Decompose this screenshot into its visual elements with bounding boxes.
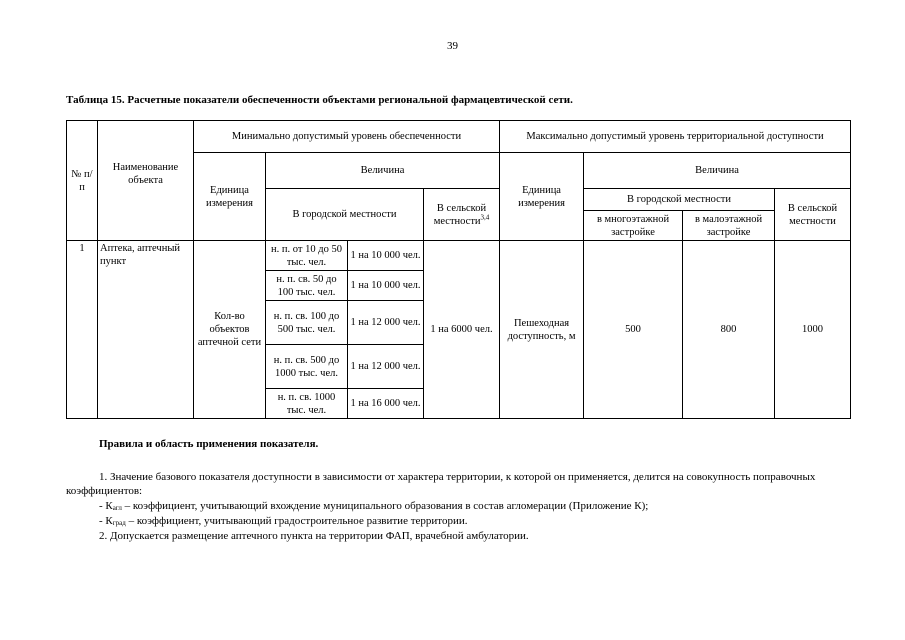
row-name: Аптека, аптечный пункт: [98, 241, 194, 419]
rule-paragraph-2: 2. Допускается размещение аптечного пункта на территории ФАП, врачебной амбулатории.: [99, 530, 529, 542]
header-lowrise: в малоэтажной застройке: [683, 211, 775, 241]
header-max-group: Максимально допустимый уровень территориальной доступности: [500, 121, 851, 153]
row-rural-min: 1 на 6000 чел.: [424, 241, 500, 419]
header-rural-min: В сельской местности$^{3,4}$: [424, 189, 500, 241]
row-lowrise: 800: [683, 241, 775, 419]
footnote-ref: 3,4: [480, 213, 490, 221]
tier-range: н. п. св. 50 до 100 тыс. чел.: [266, 271, 348, 301]
rule-coefficient-urban: - Кград – коэффициент, учитывающий градостроительное развитие территории.: [99, 515, 468, 527]
norms-table: [66, 120, 851, 419]
row-multistorey: 500: [584, 241, 683, 419]
tier-value: 1 на 16 000 чел.: [348, 389, 424, 419]
tier-value: 1 на 12 000 чел.: [348, 345, 424, 389]
header-unit-min: Единица измерения: [194, 153, 266, 241]
header-rural-max: В сельской местности: [775, 189, 851, 241]
tier-value: 1 на 10 000 чел.: [348, 241, 424, 271]
header-value-max: Величина: [584, 153, 851, 189]
table-caption: Таблица 15. Расчетные показатели обеспеченности объектами региональной фармацевтической сети.: [66, 94, 573, 106]
header-urban-max: В городской местности: [584, 189, 775, 211]
tier-value: 1 на 10 000 чел.: [348, 271, 424, 301]
header-min-group: Минимально допустимый уровень обеспеченности: [194, 121, 500, 153]
row-num: 1: [67, 241, 98, 419]
tier-range: н. п. от 10 до 50 тыс. чел.: [266, 241, 348, 271]
page-number: 39: [447, 40, 458, 52]
header-unit-max: Единица измерения: [500, 153, 584, 241]
tier-value: 1 на 12 000 чел.: [348, 301, 424, 345]
rule-coefficient-agglomeration: - Кагл – коэффициент, учитывающий вхождение муниципального образования в состав агломерации (Приложение К);: [99, 500, 649, 512]
row-unit-min: Кол-во объектов аптечной сети: [194, 241, 266, 419]
header-urban-min: В городской местности: [266, 189, 424, 241]
header-num: № п/п: [67, 121, 98, 241]
header-name: Наименование объекта: [98, 121, 194, 241]
row-rural-max: 1000: [775, 241, 851, 419]
rules-title: Правила и область применения показателя.: [99, 438, 319, 450]
tier-range: н. п. св. 100 до 500 тыс. чел.: [266, 301, 348, 345]
row-unit-max: Пешеходная доступность, м: [500, 241, 584, 419]
header-multistorey: в многоэтажной застройке: [584, 211, 683, 241]
rule-paragraph-1: 1. Значение базового показателя доступности в зависимости от характера территории, к которой он применяется, делится на совокупность поправочных коэффициентов:: [66, 471, 816, 497]
header-value-min: Величина: [266, 153, 500, 189]
tier-range: н. п. св. 1000 тыс. чел.: [266, 389, 348, 419]
tier-range: н. п. св. 500 до 1000 тыс. чел.: [266, 345, 348, 389]
